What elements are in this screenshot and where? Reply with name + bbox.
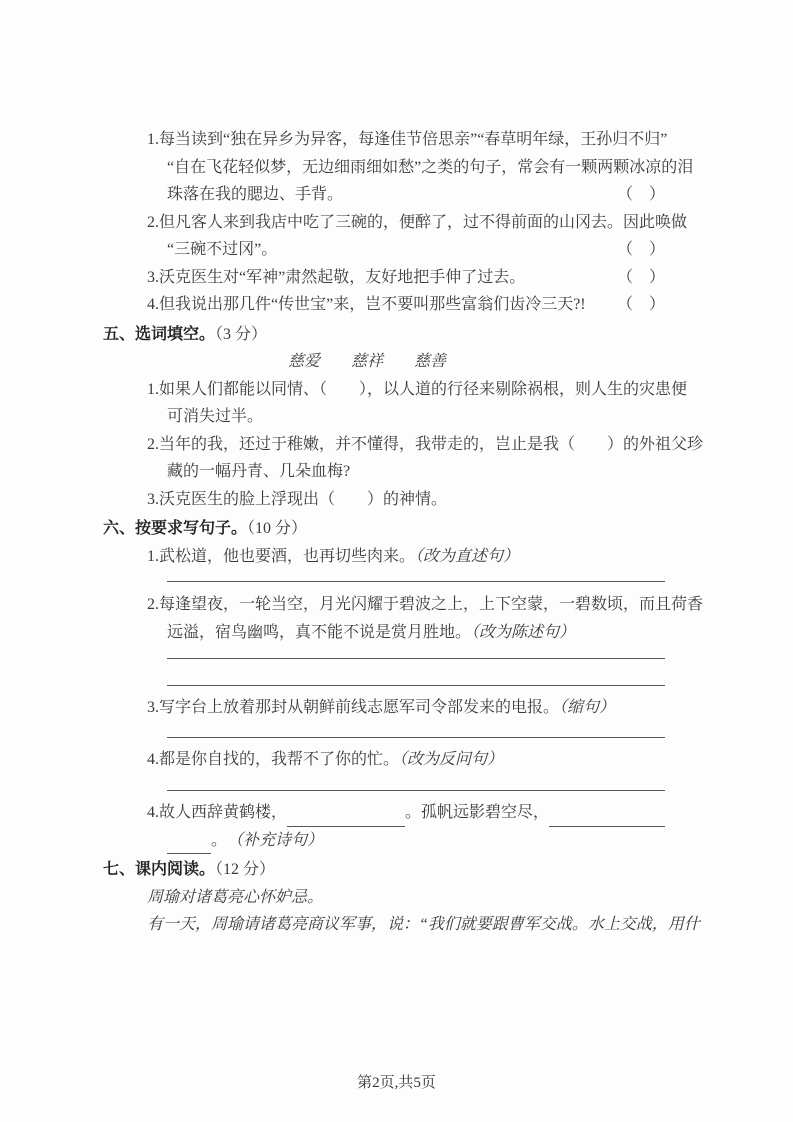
- poem-text: 。孤帆远影碧空尽，: [405, 804, 550, 821]
- section-score: （10 分）: [247, 520, 308, 537]
- answer-line: [167, 722, 665, 738]
- rewrite-instruction: （改为反问句）: [399, 750, 504, 768]
- judgement-item-text: 3.沃克医生对“军神”肃然起敬，友好地把手伸了过去。: [147, 268, 526, 286]
- judgement-item-line: “自在飞花轻似梦，无边细雨细如愁”之类的句子，常会有一颗两颗冰凉的泪: [167, 158, 694, 176]
- fill-item: [103, 486, 665, 514]
- fill-item: [103, 431, 704, 486]
- answer-blank: [549, 809, 665, 827]
- fill-item-line: 2.当年的我，还过于稚嫩，并不懂得，我带走的，岂止是我（ ）的外祖父珍: [147, 435, 704, 453]
- sentence-item-line: [147, 694, 665, 722]
- answer-blank: [287, 809, 405, 827]
- section-five-word-choice: [103, 321, 704, 514]
- word-bank-option: 慈祥: [351, 353, 384, 370]
- poem-completion-item: [103, 799, 665, 854]
- rewrite-instruction: （改为陈述句）: [471, 623, 576, 641]
- judgement-item-line: 2.但凡客人来到我店中吃了三碗的，便醉了，过不得前面的山冈去。因此唤做: [147, 213, 688, 231]
- judgement-item-line: [147, 291, 665, 319]
- judgement-item: [103, 264, 665, 292]
- word-bank-option: 慈爱: [288, 353, 321, 370]
- section-title: 五、选词填空。: [103, 325, 216, 343]
- sentence-text: 1.武松道，他也要酒，也再切些肉来。: [147, 547, 416, 565]
- rewrite-instruction: （改为直述句）: [415, 547, 520, 565]
- judgement-item-text: 4.但我说出那几件“传世宝”来，岂不要叫那些富翁们齿冷三天?!: [147, 296, 586, 313]
- section-score: （12 分）: [215, 861, 276, 878]
- judgement-item: [103, 126, 694, 209]
- judgement-item-text: “三碗不过冈”。: [167, 241, 278, 258]
- rewrite-instruction: （补充诗句）: [227, 831, 324, 849]
- sentence-item: [103, 591, 704, 686]
- sentence-item: [103, 543, 665, 583]
- judgement-item: [103, 209, 688, 264]
- answer-bracket: （ ）: [616, 268, 665, 286]
- answer-line: [167, 773, 665, 791]
- fill-item: [103, 376, 688, 431]
- fill-item-line: 1.如果人们都能以同情、（ ），以人道的行径来剔除祸根，则人生的灾患便: [147, 380, 688, 398]
- poem-text: 。: [211, 831, 228, 849]
- section-judgement: [103, 126, 694, 319]
- poem-text: 4.故人西辞黄鹤楼，: [147, 804, 288, 821]
- page-number: 第2页,共5页: [357, 1075, 436, 1091]
- answer-blank: [167, 836, 211, 854]
- fill-item-line: 藏的一幅丹青、几朵血梅?: [167, 463, 351, 480]
- section-six-sentences: [103, 515, 704, 854]
- reading-paragraph: 周瑜对诸葛亮心怀妒忌。: [147, 888, 324, 906]
- sentence-item-line: [167, 619, 665, 647]
- rewrite-instruction: （缩句）: [559, 699, 616, 716]
- sentence-item: [103, 694, 665, 738]
- sentence-text: 远溢，宿鸟幽鸣，真不能不说是赏月胜地。: [167, 623, 472, 641]
- answer-bracket: （ ）: [616, 296, 665, 313]
- section-heading: [103, 515, 665, 543]
- answer-bracket: （ ）: [616, 186, 665, 203]
- judgement-item-text: 珠落在我的腮边、手背。: [167, 186, 344, 203]
- sentence-text: 4.都是你自找的，我帮不了你的忙。: [147, 750, 400, 768]
- section-title: 六、按要求写句子。: [103, 520, 248, 537]
- judgement-item-line: [147, 264, 665, 292]
- answer-bracket: （ ）: [616, 241, 665, 258]
- section-heading: [103, 321, 665, 349]
- section-seven-reading: [103, 856, 700, 939]
- fill-item-line: 3.沃克医生的脸上浮现出（ ）的神情。: [147, 490, 448, 508]
- sentence-item-line: [147, 746, 665, 774]
- fill-item-line: 可消失过半。: [167, 408, 264, 425]
- judgement-item-line: [167, 181, 665, 209]
- judgement-item: [103, 291, 665, 319]
- section-score: （3 分）: [215, 325, 268, 343]
- section-heading: [103, 856, 665, 884]
- sentence-item-line: 2.每逢望夜，一轮当空，月光闪耀于碧波之上，上下空蒙，一碧数顷，而且荷香: [147, 596, 704, 613]
- answer-line: [167, 659, 665, 686]
- judgement-item-line: 1.每当读到“独在异乡为异客，每逢佳节倍思亲”“春草明年绿，王孙归不归”: [147, 131, 668, 148]
- section-title: 七、课内阅读。: [103, 861, 216, 878]
- word-bank: [288, 348, 665, 376]
- answer-line: [167, 646, 665, 659]
- reading-paragraph: 有一天，周瑜请诸葛亮商议军事，说：“我们就要跟曹军交战。水上交战，用什: [147, 916, 700, 933]
- answer-line: [167, 570, 665, 582]
- poem-line: [167, 827, 665, 855]
- sentence-item-line: [147, 543, 665, 571]
- page-content: [103, 126, 704, 939]
- judgement-item-line: [167, 236, 665, 264]
- sentence-text: 3.写字台上放着那封从朝鲜前线志愿军司令部发来的电报。: [147, 699, 560, 716]
- poem-line: [147, 799, 665, 827]
- sentence-item: [103, 746, 665, 792]
- word-bank-option: 慈善: [414, 353, 447, 370]
